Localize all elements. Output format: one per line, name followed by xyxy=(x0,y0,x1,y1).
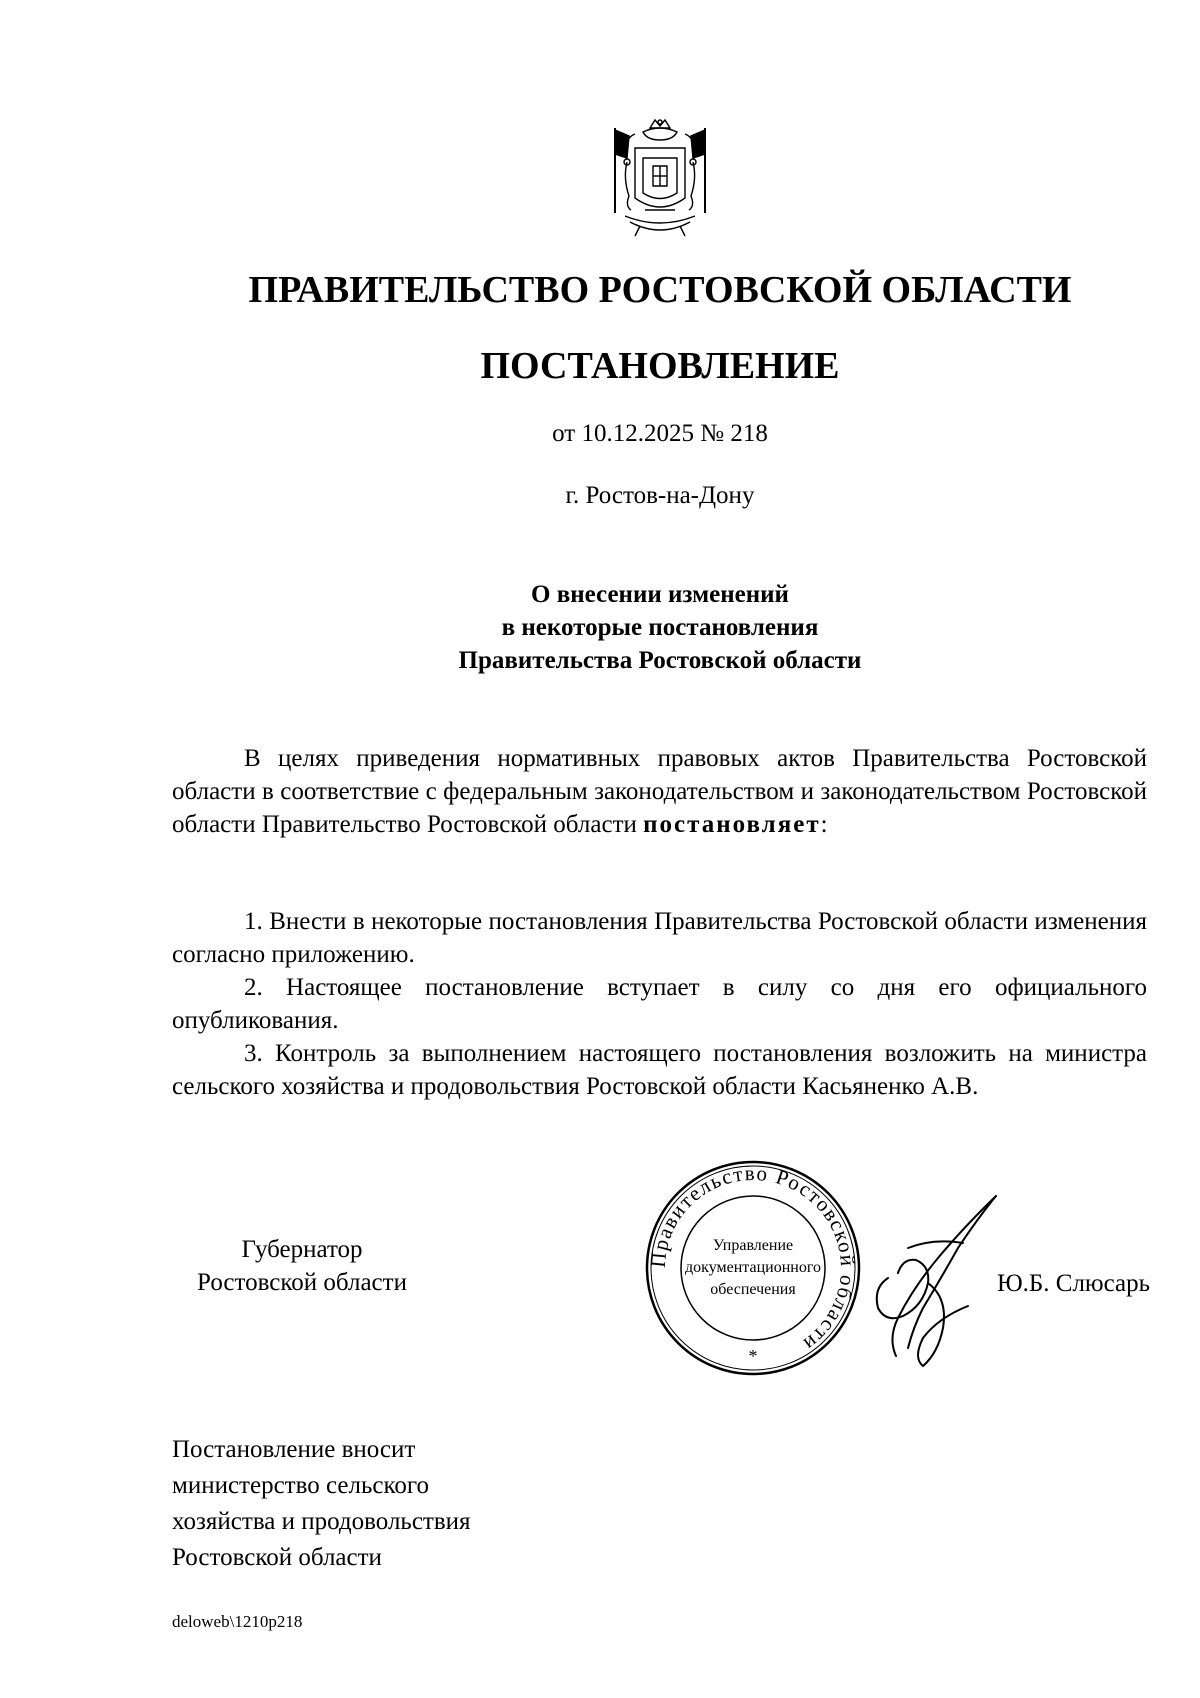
subject-line-1: О внесении изменений xyxy=(531,581,789,608)
decree-word: постановляет xyxy=(643,811,821,838)
stamp-center-line-3: обеспечения xyxy=(710,1281,796,1298)
introducer-line-2: министерство сельского xyxy=(172,1472,429,1499)
preamble-paragraph xyxy=(172,742,1147,841)
introducer-line-3: хозяйства и продовольствия xyxy=(172,1508,471,1535)
decree-items xyxy=(172,905,1147,1103)
decree-item: 3. Контроль за выполнением настоящего постановления возложить на министра сельского хозяйства и продовольствия Ростовской области Касьяненко А.В. xyxy=(172,1040,1147,1100)
subject-line-3: Правительства Ростовской области xyxy=(458,647,862,674)
signatory-position-line-1: Губернатор xyxy=(241,1236,363,1263)
introducer-line-4: Ростовской области xyxy=(172,1544,382,1571)
decree-colon: : xyxy=(820,811,828,838)
signatory-position-line-2: Ростовской области xyxy=(197,1269,407,1296)
decree-item: 1. Внести в некоторые постановления Правительства Ростовской области изменения согласно приложению. xyxy=(172,908,1147,968)
document-type-title: ПОСТАНОВЛЕНИЕ xyxy=(480,345,840,387)
subject-line-2: в некоторые постановления xyxy=(501,614,819,641)
signatory-position xyxy=(172,1233,432,1299)
stamp-ring-text: Правительство Ростовской области xyxy=(645,1160,861,1358)
introducer-note xyxy=(172,1432,592,1576)
signatory-name: Ю.Б. Слюсарь xyxy=(996,1270,1150,1297)
official-stamp xyxy=(643,1158,863,1378)
stamp-star: * xyxy=(748,1346,758,1366)
document-city: г. Ростов-на-Дону xyxy=(565,482,755,509)
organization-title: ПРАВИТЕЛЬСТВО РОСТОВСКОЙ ОБЛАСТИ xyxy=(248,269,1072,311)
stamp-center-line-2: документационного xyxy=(685,1259,821,1276)
decree-item: 2. Настоящее постановление вступает в силу со дня его официального опубликования. xyxy=(172,974,1147,1034)
document-registry-code: deloweb\1210p218 xyxy=(172,1612,303,1631)
introducer-line-1: Постановление вносит xyxy=(172,1436,416,1463)
coat-of-arms-icon xyxy=(605,118,715,243)
document-subject xyxy=(0,578,1200,677)
preamble-text: В целях приведения нормативных правовых актов Правительства Ростовской области в соответствие с федеральным законодательством и законодательством Ростовской области Правительство Ростовской области xyxy=(172,745,1147,838)
stamp-center-line-1: Управление xyxy=(712,1237,794,1254)
document-date-number: от 10.12.2025 № 218 xyxy=(552,420,768,447)
